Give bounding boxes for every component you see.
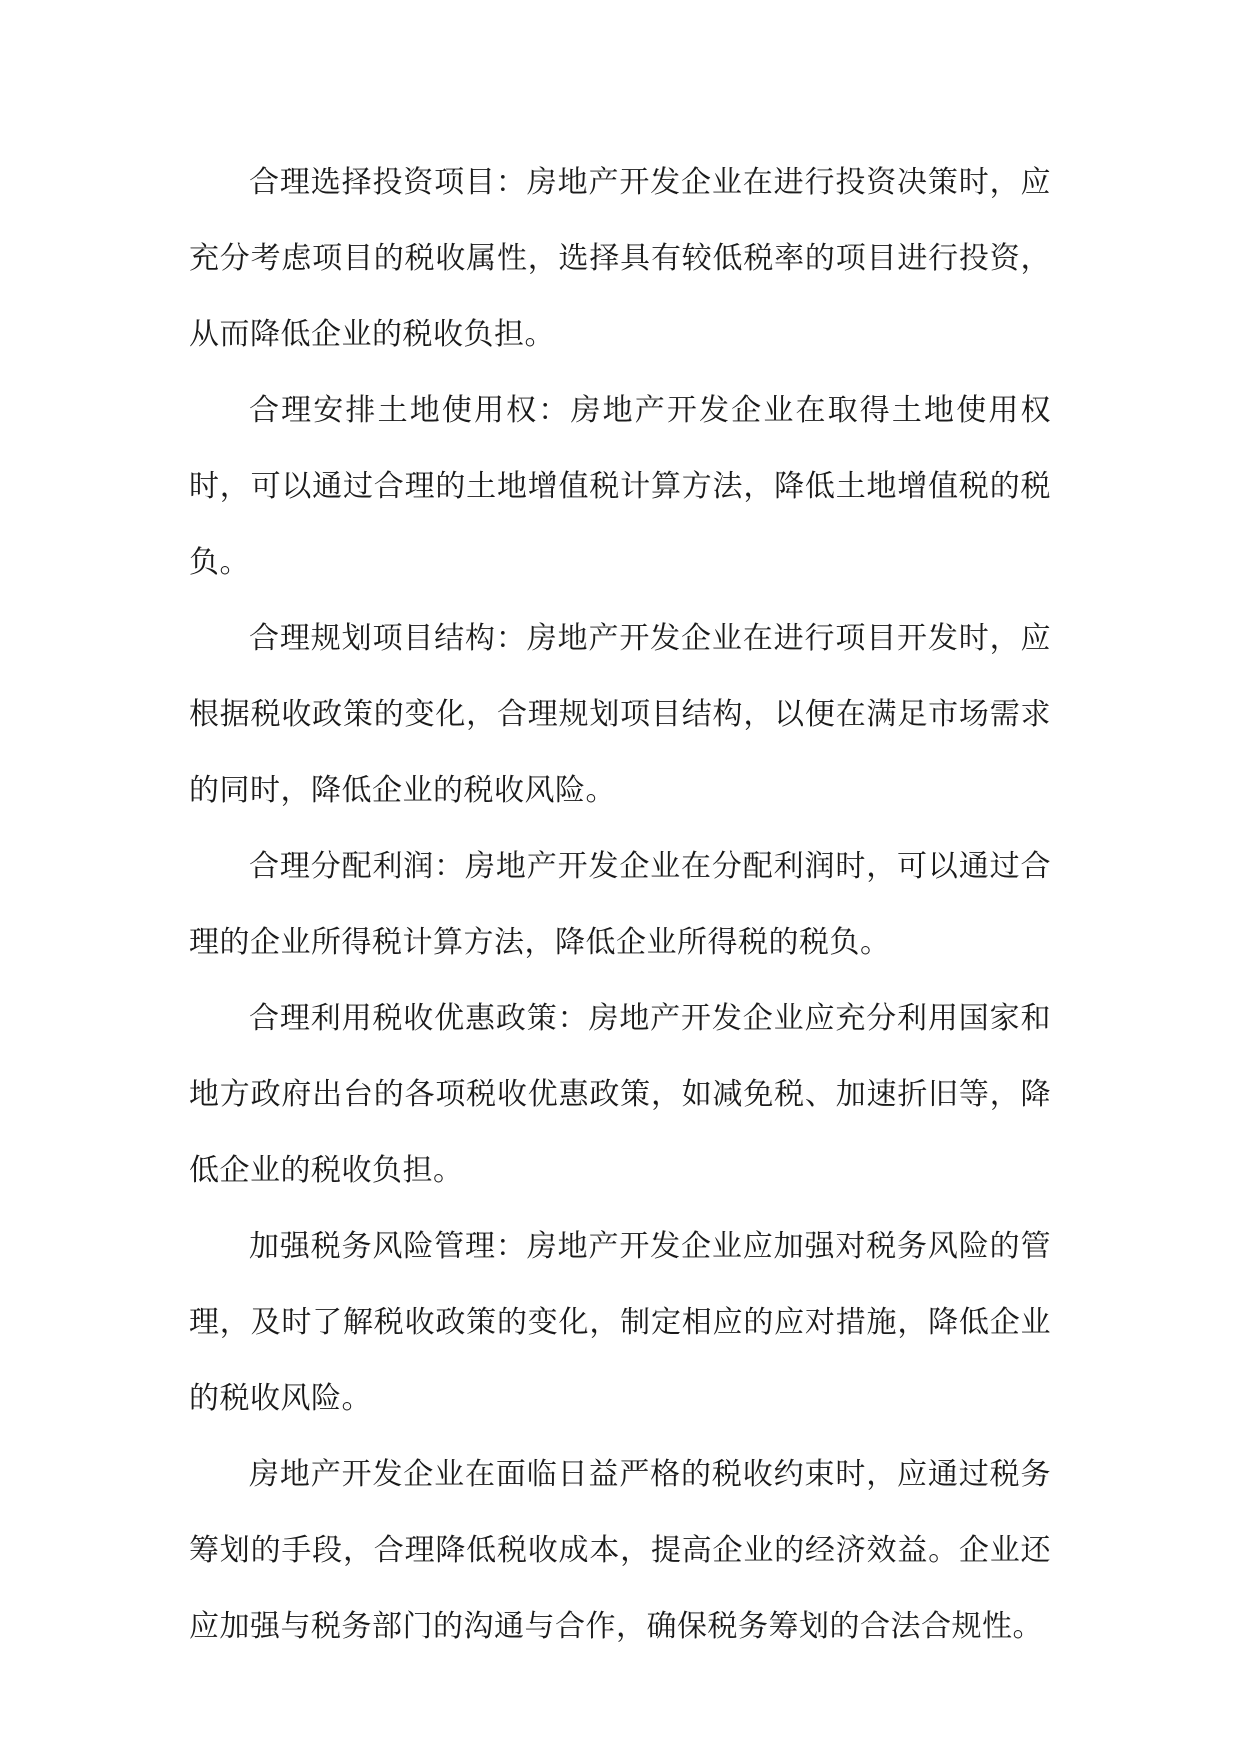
paragraph-tax-incentives: 合理利用税收优惠政策：房地产开发企业应充分利用国家和地方政府出台的各项税收优惠政策，如减免税、加速折旧等，降低企业的税收负担。: [189, 1001, 1051, 1188]
paragraph-land-use-rights: 合理安排土地使用权：房地产开发企业在取得土地使用权时，可以通过合理的土地增值税计算方法，降低土地增值税的税负。: [189, 393, 1051, 580]
paragraph-investment-projects: 合理选择投资项目：房地产开发企业在进行投资决策时，应充分考虑项目的税收属性，选择具有较低税率的项目进行投资，从而降低企业的税收负担。: [189, 165, 1051, 352]
paragraph-conclusion: 房地产开发企业在面临日益严格的税收约束时，应通过税务筹划的手段，合理降低税收成本，提高企业的经济效益。企业还应加强与税务部门的沟通与合作，确保税务筹划的合法合规性。: [189, 1457, 1051, 1644]
paragraph-project-structure: 合理规划项目结构：房地产开发企业在进行项目开发时，应根据税收政策的变化，合理规划项目结构，以便在满足市场需求的同时，降低企业的税收风险。: [189, 621, 1051, 808]
paragraph-tax-risk-management: 加强税务风险管理：房地产开发企业应加强对税务风险的管理，及时了解税收政策的变化，制定相应的应对措施，降低企业的税收风险。: [189, 1229, 1051, 1416]
document-body: [189, 145, 1051, 1665]
paragraph-profit-distribution: 合理分配利润：房地产开发企业在分配利润时，可以通过合理的企业所得税计算方法，降低企业所得税的税负。: [189, 849, 1051, 960]
